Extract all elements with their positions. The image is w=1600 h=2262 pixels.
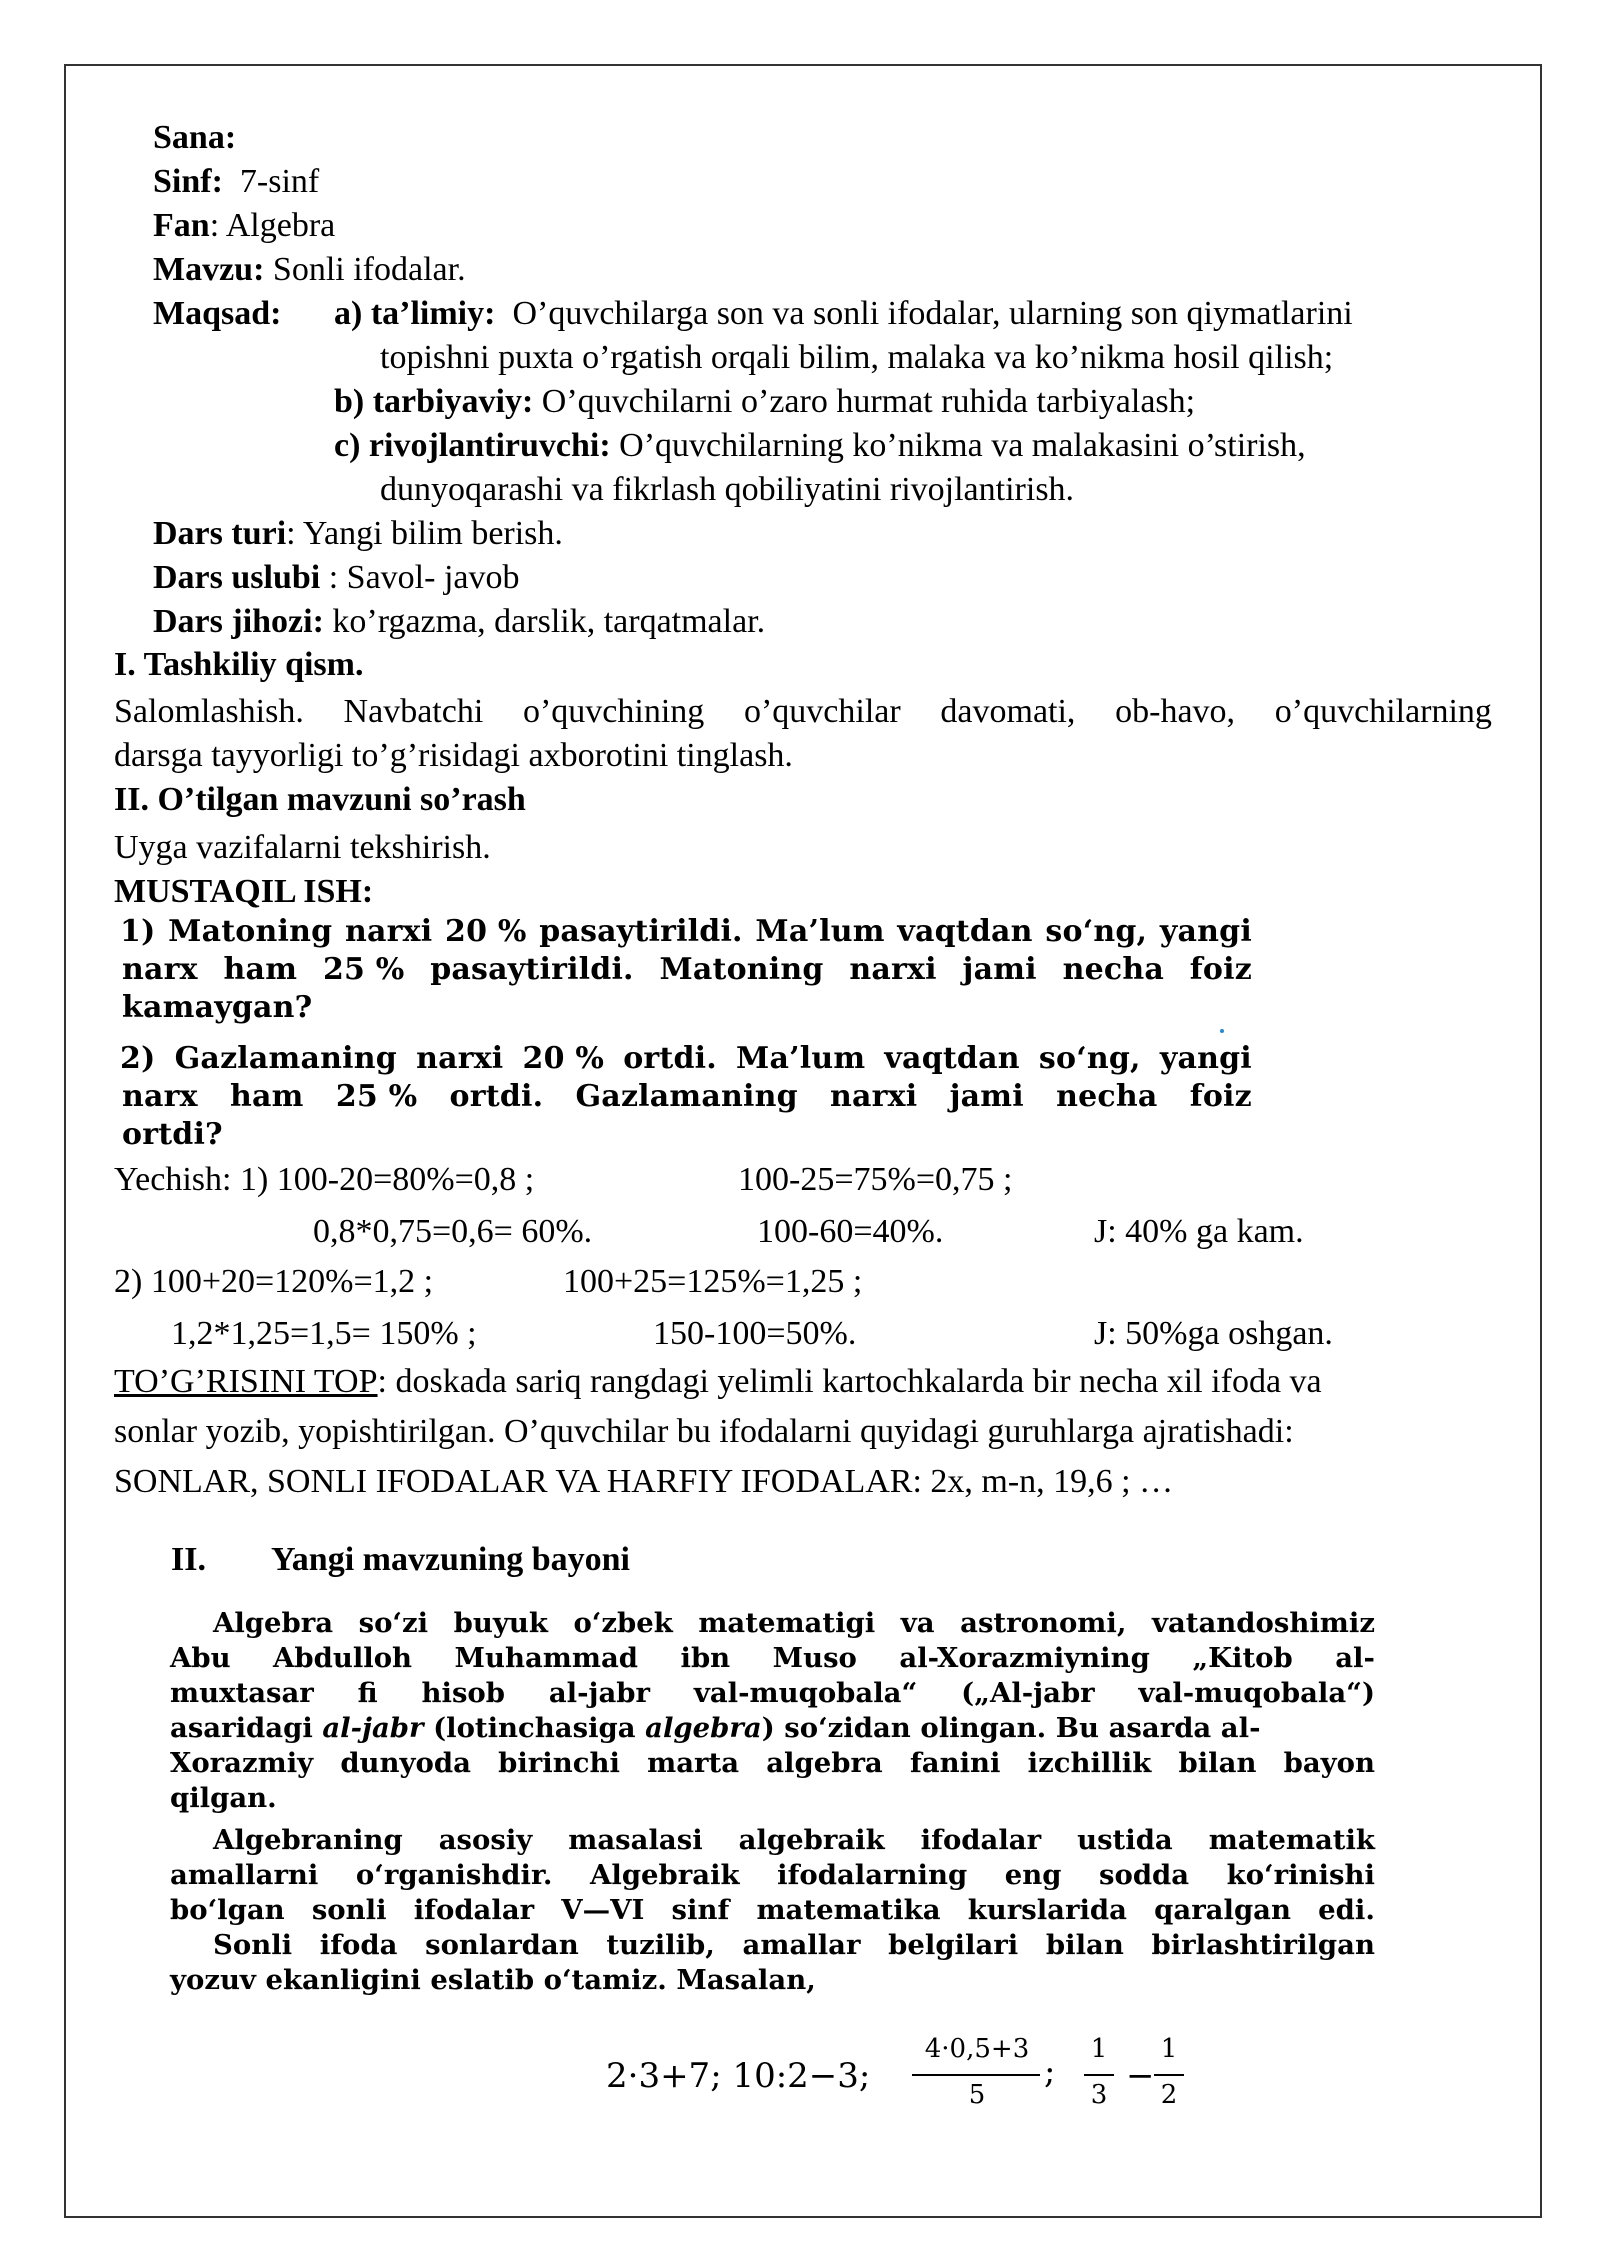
word: o‘rganishdir.	[355, 1859, 553, 1891]
fraction-3-bar	[1154, 2074, 1184, 2076]
word: 25 %	[322, 952, 405, 987]
sinf-line	[153, 160, 319, 204]
textbook-line-4	[170, 1711, 1261, 1746]
problem-2-line-3: ortdi?	[122, 1117, 223, 1152]
word: amallarni	[170, 1859, 319, 1891]
dars-jihozi-label: Dars jihozi:	[153, 603, 324, 640]
word: o’quvchining	[522, 693, 705, 730]
fraction-2-denominator: 3	[1090, 2080, 1108, 2110]
word: narx	[122, 952, 198, 987]
textbook-line-10	[213, 1928, 1375, 1963]
word: Sonli	[213, 1929, 293, 1961]
word: Matoning	[168, 914, 333, 949]
word: Algebraning	[213, 1824, 403, 1856]
word: vatandoshimiz	[1151, 1607, 1375, 1639]
fraction-3-numerator: 1	[1160, 2034, 1178, 2064]
word: jami	[949, 1079, 1024, 1114]
word: va	[900, 1607, 935, 1639]
word: dunyoda	[340, 1747, 471, 1779]
section-1-line-2: darsga tayyorligi to’g’risidagi axborotini tinglash.	[114, 737, 793, 774]
problem-1-line-2	[122, 950, 1252, 990]
word: qaralgan	[1154, 1894, 1291, 1926]
text: (lotinchasiga	[423, 1712, 646, 1744]
word: sonli	[311, 1894, 387, 1926]
solution-1-answer: J: 40% ga kam.	[1094, 1213, 1304, 1250]
word: pasaytirildi.	[430, 952, 634, 987]
textbook-line-9	[170, 1893, 1375, 1928]
textbook-line-7	[213, 1823, 1375, 1858]
section-1-heading: I. Tashkiliy qism.	[114, 646, 364, 683]
word: Muhammad	[454, 1642, 639, 1674]
fraction-3-denominator: 2	[1160, 2080, 1178, 2110]
word: al-	[1335, 1642, 1375, 1674]
word: tuzilib,	[606, 1929, 715, 1961]
section-2-heading: II. O’tilgan mavzuni so’rash	[114, 781, 526, 818]
word: matematigi	[698, 1607, 876, 1639]
section-3-number: II.	[171, 1541, 206, 1578]
word: pasaytirildi.	[539, 914, 743, 949]
word: narxi	[416, 1041, 504, 1076]
solution-2-answer: J: 50%ga oshgan.	[1094, 1315, 1333, 1352]
word: al-jabr	[548, 1677, 651, 1709]
word: kurslarida	[967, 1894, 1127, 1926]
word: 2)	[120, 1041, 156, 1076]
goal-a-label: a) ta’limiy:	[334, 295, 496, 332]
word: eng	[1004, 1859, 1062, 1891]
word: algebra	[766, 1747, 883, 1779]
problem-1-line-1	[120, 912, 1252, 952]
goal-a-text: O’quvchilarga son va sonli ifodalar, ularning son qiymatlarini	[512, 295, 1353, 332]
word: val-muqobala“)	[1138, 1677, 1375, 1709]
sinf-label: Sinf:	[153, 163, 223, 200]
math-separator: ;	[1044, 2052, 1056, 2092]
word: yangi	[1159, 914, 1252, 949]
text: asaridagi	[170, 1712, 323, 1744]
solution-2b: 100+25=125%=1,25 ;	[563, 1263, 863, 1300]
word: Ma’lum	[755, 914, 885, 949]
word: ortdi.	[449, 1079, 544, 1114]
togrisini-line-3: SONLAR, SONLI IFODALAR VA HARFIY IFODALAR: 2x, m-n, 19,6 ; …	[114, 1463, 1174, 1500]
togrisini-line-2: sonlar yozib, yopishtirilgan. O’quvchilar bu ifodalarni quyidagi guruhlarga ajratishadi:	[114, 1413, 1294, 1450]
word: Salomlashish.	[114, 693, 304, 730]
word: ham	[229, 1079, 304, 1114]
word: o’quvchilar	[743, 693, 901, 730]
text: ) so‘zidan olingan. Bu asarda al-	[761, 1712, 1261, 1744]
togrisini-label: TO’G’RISINI TOP	[114, 1363, 378, 1400]
word: belgilari	[888, 1929, 1019, 1961]
togrisini-line-1	[114, 1360, 1322, 1404]
fan-line	[153, 204, 335, 248]
dars-turi-line	[153, 512, 563, 556]
word: ham	[223, 952, 298, 987]
word: buyuk	[453, 1607, 548, 1639]
word: o‘zbek	[573, 1607, 673, 1639]
word: hisob	[421, 1677, 505, 1709]
word: sonlardan	[425, 1929, 579, 1961]
math-expressions: 2·3+7; 10:2−3;	[606, 2056, 871, 2096]
goal-b-line	[334, 380, 1195, 424]
word: masalasi	[568, 1824, 703, 1856]
word: Algebraik	[590, 1859, 740, 1891]
word: 20 %	[522, 1041, 605, 1076]
goal-b-text: O’quvchilarni o’zaro hurmat ruhida tarbiyalash;	[533, 383, 1196, 420]
word: narxi	[345, 914, 433, 949]
italic-term: algebra	[645, 1712, 762, 1744]
word: vaqtdan	[897, 914, 1033, 949]
textbook-line-6: qilgan.	[170, 1782, 277, 1814]
fan-label: Fan	[153, 207, 210, 244]
solution-1a: Yechish: 1) 100-20=80%=0,8 ;	[114, 1161, 535, 1198]
word: 20 %	[445, 914, 527, 949]
textbook-line-5	[170, 1746, 1375, 1781]
dars-jihozi-value: ko’rgazma, darslik, tarqatmalar.	[323, 603, 766, 640]
word: amallar	[742, 1929, 861, 1961]
word: Navbatchi	[343, 693, 484, 730]
solution-2a: 2) 100+20=120%=1,2 ;	[114, 1263, 434, 1300]
math-minus: −	[1126, 2056, 1155, 2096]
solution-1d: 100-60=40%.	[757, 1213, 944, 1250]
goal-b-label: b) tarbiyaviy:	[334, 383, 534, 420]
word: („Al-jabr	[961, 1677, 1095, 1709]
section-3-heading: Yangi mavzuning bayoni	[271, 1541, 630, 1578]
word: birlashtirilgan	[1151, 1929, 1375, 1961]
word: ustida	[1077, 1824, 1173, 1856]
word: so‘ng,	[1038, 1041, 1141, 1076]
word: foiz	[1189, 952, 1252, 987]
word: bilan	[1045, 1929, 1124, 1961]
section-1-line-1	[114, 690, 1492, 734]
fraction-1-numerator: 4·0,5+3	[924, 2034, 1030, 2064]
word: Ma’lum	[736, 1041, 866, 1076]
word: narxi	[849, 952, 937, 987]
word: izchillik	[1027, 1747, 1152, 1779]
solution-1b: 100-25=75%=0,75 ;	[738, 1161, 1013, 1198]
textbook-line-8	[170, 1858, 1375, 1893]
word: ifodalar	[920, 1824, 1042, 1856]
fraction-2-numerator: 1	[1090, 2034, 1108, 2064]
word: Muso	[772, 1642, 857, 1674]
italic-term: al-jabr	[322, 1712, 424, 1744]
problem-2-line-2	[122, 1077, 1252, 1117]
word: necha	[1062, 952, 1164, 987]
solution-1c: 0,8*0,75=0,6= 60%.	[313, 1213, 593, 1250]
word: Abu	[170, 1642, 231, 1674]
word: matematika	[756, 1894, 941, 1926]
word: muxtasar	[170, 1677, 314, 1709]
word: bayon	[1283, 1747, 1375, 1779]
word: astronomi,	[960, 1607, 1127, 1639]
section-2-text: Uyga vazifalarni tekshirish.	[114, 829, 491, 866]
word: 1)	[120, 914, 156, 949]
word: so‘ng,	[1045, 914, 1148, 949]
word: marta	[647, 1747, 740, 1779]
word: Algebra	[213, 1607, 334, 1639]
goal-a-line	[334, 292, 1353, 336]
goal-c-text-2: dunyoqarashi va fikrlash qobiliyatini rivojlantirish.	[380, 471, 1075, 508]
dars-uslubi-label: Dars uslubi	[153, 559, 321, 596]
word: narx	[122, 1079, 198, 1114]
solution-2c: 1,2*1,25=1,5= 150% ;	[171, 1315, 477, 1352]
goal-c-label: c) rivojlantiruvchi:	[334, 427, 611, 464]
word: fanini	[909, 1747, 1001, 1779]
word: ifoda	[319, 1929, 398, 1961]
word: al-Xorazmiyning	[899, 1642, 1150, 1674]
word: davomati,	[940, 693, 1076, 730]
word: Gazlamaning	[575, 1079, 798, 1114]
word: ifodalar	[413, 1894, 535, 1926]
word: foiz	[1189, 1079, 1252, 1114]
word: edi.	[1318, 1894, 1375, 1926]
word: necha	[1056, 1079, 1158, 1114]
mustaqil-ish-heading: MUSTAQIL ISH:	[114, 873, 374, 910]
word: bo‘lgan	[170, 1894, 285, 1926]
goal-c-line	[334, 424, 1306, 468]
scan-speck	[1220, 1029, 1224, 1033]
dars-turi-label: Dars turi	[153, 515, 287, 552]
goal-a-text-2: topishni puxta o’rgatish orqali bilim, malaka va ko’nikma hosil qilish;	[380, 339, 1334, 376]
dars-uslubi-line	[153, 556, 520, 600]
word: „Kitob	[1192, 1642, 1293, 1674]
word: vaqtdan	[884, 1041, 1020, 1076]
dars-turi-value: : Yangi bilim berish.	[286, 515, 563, 552]
word: o’quvchilarning	[1274, 693, 1492, 730]
word: bilan	[1178, 1747, 1257, 1779]
word: yangi	[1159, 1041, 1252, 1076]
mavzu-line	[153, 248, 466, 292]
textbook-line-3	[170, 1676, 1375, 1711]
fraction-1-denominator: 5	[968, 2080, 986, 2110]
maqsad-label: Maqsad:	[153, 295, 282, 332]
textbook-line-1	[213, 1606, 1375, 1641]
dars-uslubi-value: : Savol- javob	[320, 559, 520, 596]
word: Xorazmiy	[170, 1747, 314, 1779]
fraction-2-bar	[1084, 2074, 1114, 2076]
word: matematik	[1208, 1824, 1375, 1856]
word: V—VI	[561, 1894, 645, 1926]
mavzu-label: Mavzu:	[153, 251, 265, 288]
fan-value: : Algebra	[209, 207, 336, 244]
problem-1-line-3: kamaygan?	[122, 990, 313, 1025]
word: ko‘rinishi	[1226, 1859, 1375, 1891]
word: ifodalarning	[777, 1859, 968, 1891]
sinf-value: 7-sinf	[239, 163, 320, 200]
textbook-line-2	[170, 1641, 1375, 1676]
textbook-line-11: yozuv ekanligini eslatib o‘tamiz. Masalan,	[170, 1964, 816, 1996]
word: val-muqobala“	[693, 1677, 918, 1709]
word: birinchi	[498, 1747, 620, 1779]
goal-c-text: O’quvchilarning ko’nikma va malakasini o’stirish,	[610, 427, 1306, 464]
word: jami	[962, 952, 1037, 987]
word: 25 %	[335, 1079, 418, 1114]
togrisini-text: : doskada sariq rangdagi yelimli kartochkalarda bir necha xil ifoda va	[377, 1363, 1322, 1400]
word: ob-havo,	[1115, 693, 1236, 730]
word: Matoning	[659, 952, 824, 987]
word: Abdulloh	[273, 1642, 413, 1674]
problem-2-line-1	[120, 1039, 1252, 1079]
word: asosiy	[438, 1824, 533, 1856]
word: ortdi.	[623, 1041, 717, 1076]
word: algebraik	[738, 1824, 885, 1856]
word: ibn	[680, 1642, 731, 1674]
word: sodda	[1099, 1859, 1190, 1891]
sana-label: Sana:	[153, 119, 237, 156]
word: sinf	[671, 1894, 730, 1926]
mavzu-value: Sonli ifodalar.	[264, 251, 466, 288]
word: Gazlamaning	[174, 1041, 397, 1076]
solution-2d: 150-100=50%.	[653, 1315, 857, 1352]
word: narxi	[830, 1079, 918, 1114]
dars-jihozi-line	[153, 600, 765, 644]
word: so‘zi	[358, 1607, 429, 1639]
word: fi	[357, 1677, 378, 1709]
fraction-1-bar	[912, 2074, 1040, 2076]
